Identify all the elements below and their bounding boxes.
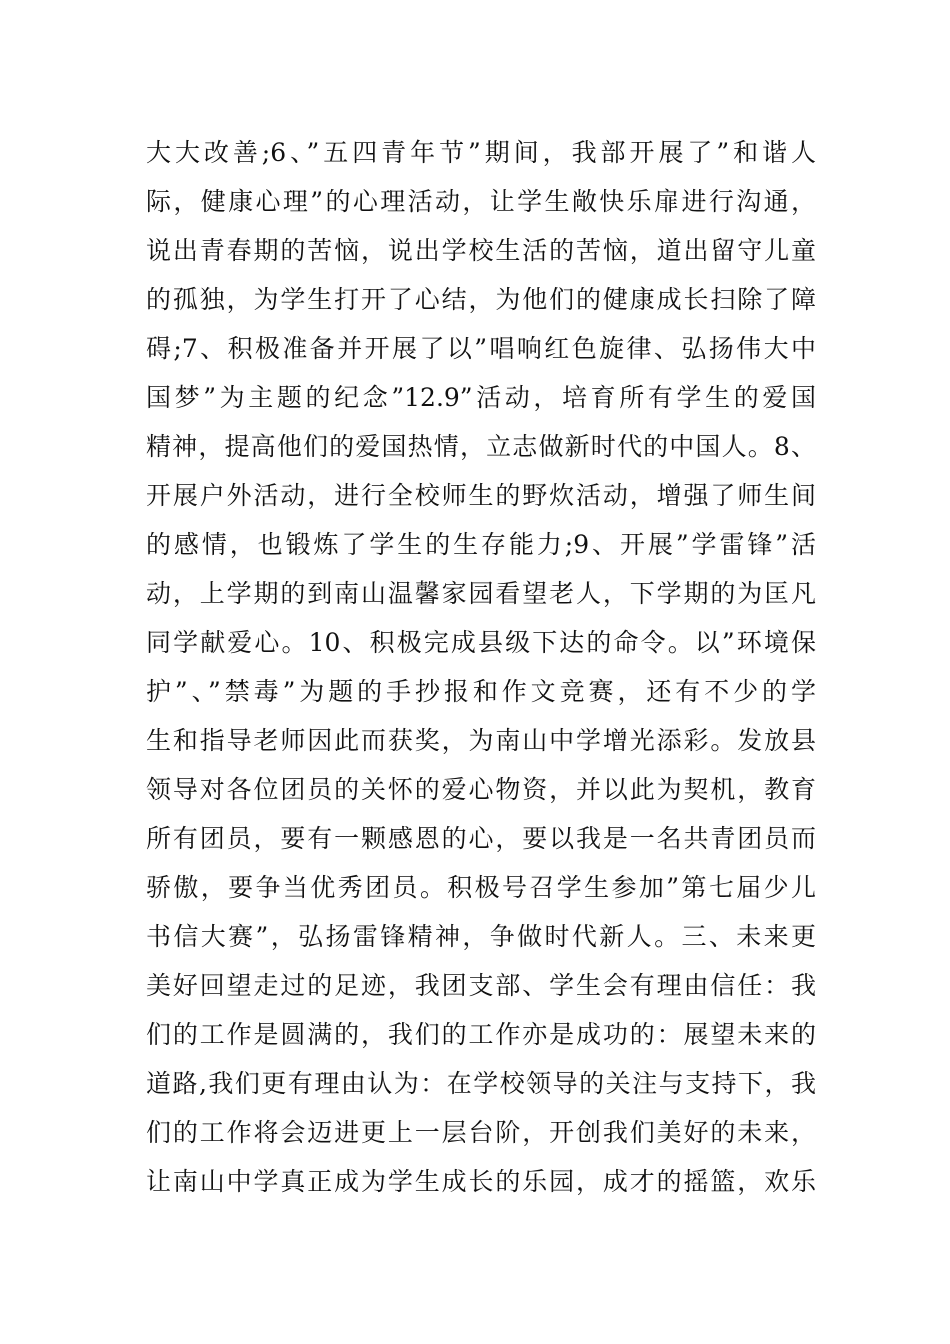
text-line-10: 动，上学期的到南山温馨家园看望老人，下学期的为匡凡 [146,579,816,608]
text-line-4: 的孤独，为学生打开了心结，为他们的健康成长扫除了障 [146,285,816,314]
text-line-9: 的感情，也锻炼了学生的生存能力;9、开展”学雷锋”活 [146,530,816,559]
text-line-20: 道路,我们更有理由认为：在学校领导的关注与支持下，我 [146,1069,816,1098]
text-line-14: 领导对各位团员的关怀的爱心物资，并以此为契机，教育 [146,775,816,804]
text-line-11: 同学献爱心。10、积极完成县级下达的命令。以”环境保 [146,628,816,657]
text-line-16: 骄傲，要争当优秀团员。积极号召学生参加”第七届少儿 [146,873,816,902]
text-line-22: 让南山中学真正成为学生成长的乐园，成才的摇篮，欢乐 [146,1167,816,1196]
text-line-19: 们的工作是圆满的，我们的工作亦是成功的：展望未来的 [146,1020,816,1049]
text-line-5: 碍;7、积极准备并开展了以”唱响红色旋律、弘扬伟大中 [146,334,816,363]
text-line-1: 大大改善;6、”五四青年节”期间，我部开展了”和谐人 [146,138,816,167]
text-line-7: 精神，提高他们的爱国热情，立志做新时代的中国人。8、 [146,432,816,461]
text-line-6: 国梦”为主题的纪念”12.9”活动，培育所有学生的爱国 [146,383,816,412]
text-line-21: 们的工作将会迈进更上一层台阶，开创我们美好的未来， [146,1118,816,1147]
text-line-15: 所有团员，要有一颗感恩的心，要以我是一名共青团员而 [146,824,816,853]
text-line-18: 美好回望走过的足迹，我团支部、学生会有理由信任：我 [146,971,816,1000]
text-line-8: 开展户外活动，进行全校师生的野炊活动，增强了师生间 [146,481,816,510]
text-line-17: 书信大赛”，弘扬雷锋精神，争做时代新人。三、未来更 [146,922,816,951]
text-line-3: 说出青春期的苦恼，说出学校生活的苦恼，道出留守儿童 [146,236,816,265]
body-text [146,128,816,1206]
text-line-13: 生和指导老师因此而获奖，为南山中学增光添彩。发放县 [146,726,816,755]
text-line-2: 际，健康心理”的心理活动，让学生敞快乐扉进行沟通， [146,187,816,216]
text-line-12: 护”、”禁毒”为题的手抄报和作文竞赛，还有不少的学 [146,677,816,706]
